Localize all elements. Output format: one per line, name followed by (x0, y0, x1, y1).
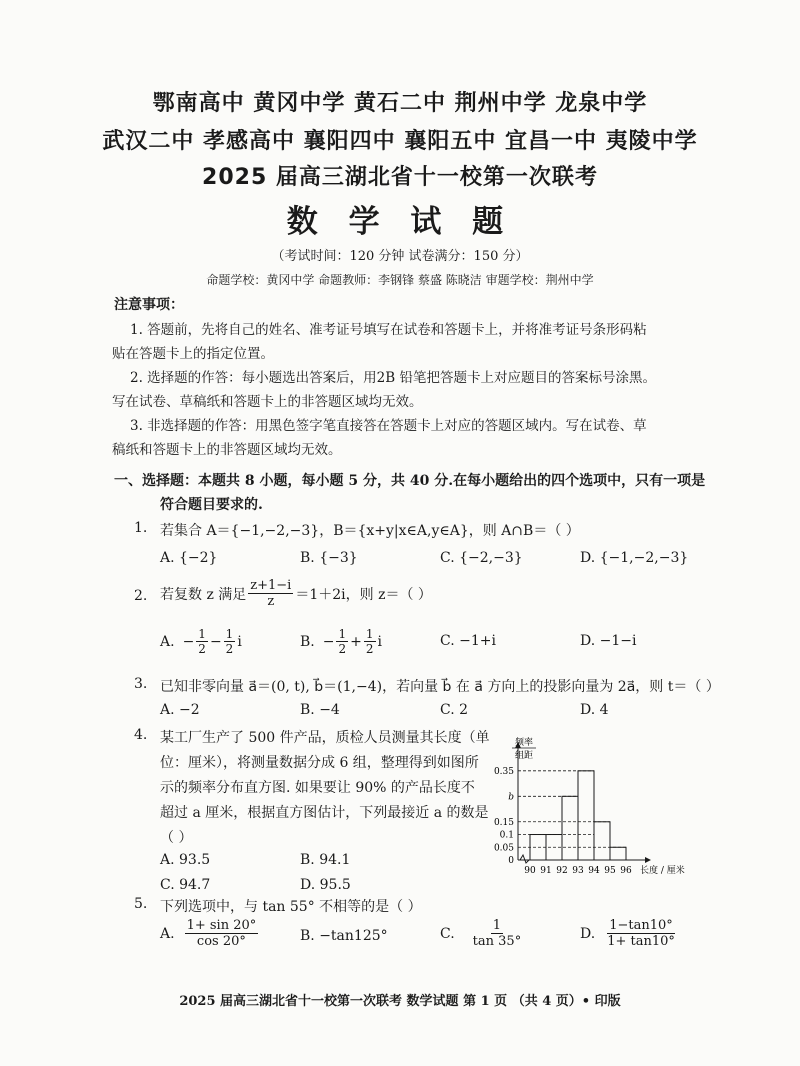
exam-time-info: （考试时间：120 分钟 试卷满分：150 分） (271, 249, 529, 264)
q5-option-a-fraction (185, 918, 259, 949)
q4-option-a: A. 93.5 (160, 852, 211, 868)
frac-num: 1 (198, 627, 206, 641)
q4-line-5: （ ） (160, 830, 193, 846)
x-axis-label: 长度 / 厘米 (640, 866, 685, 876)
school-list-line-2: 武汉二中 孝感高中 襄阳四中 襄阳五中 宜昌一中 夷陵中学 (102, 129, 698, 154)
notice-item-3-line-2: 稿纸和答题卡上的非答题区域均无效。 (112, 442, 342, 458)
q2-option-b-fraction-1 (336, 627, 348, 656)
q2-option-a-label: A. (160, 633, 175, 650)
q2-option-a-fraction-1 (196, 627, 208, 656)
q4-option-b: B. 94.1 (300, 852, 351, 868)
q4-option-c: C. 94.7 (160, 877, 211, 893)
q5-option-c-fraction (471, 918, 524, 949)
q5-option-c (440, 918, 525, 949)
y-axis-label-top: 频率 (514, 738, 534, 748)
q5-option-d (580, 918, 679, 949)
q2-option-a-fraction-2 (224, 627, 236, 656)
q2-option-b-sign: − (322, 633, 335, 650)
q1-option-b: B. {−3} (300, 550, 358, 566)
x-tick-label: 92 (556, 866, 568, 876)
histogram-bar (610, 847, 626, 860)
q3-text: 已知非零向量 a⃗＝(0, t), b⃗＝(1,−4)，若向量 b⃗ 在 a⃗ 方向上的投影向量为 2a⃗，则 t＝（ ） (160, 679, 720, 695)
frequency-histogram (480, 735, 720, 880)
exam-name: 2025 届高三湖北省十一校第一次联考 (202, 165, 598, 190)
y-tick-label: 0.35 (493, 766, 514, 777)
q2-option-b (300, 627, 382, 656)
y-axis-label-bottom: 组距 (514, 751, 534, 761)
frac-num: 1 (225, 627, 234, 641)
q5-option-b: B. −tan125° (300, 928, 388, 944)
histogram-bar (562, 796, 578, 860)
section-1-line-1: 一、选择题：本题共 8 小题，每小题 5 分，共 40 分.在每小题给出的四个选项中，只有一项是 (114, 473, 706, 489)
q2-text (160, 578, 432, 609)
q4-number: 4. (134, 727, 148, 743)
q2-option-a-tail: i (237, 633, 242, 650)
x-tick-label: 95 (604, 866, 616, 876)
y-tick-label: b (508, 792, 514, 803)
q2-number: 2. (134, 588, 148, 604)
frac-den: cos 20° (196, 934, 246, 949)
q2-option-a (160, 627, 242, 656)
q1-number: 1. (134, 520, 148, 536)
q2-option-a-mid: − (209, 633, 222, 650)
notice-heading: 注意事项： (114, 297, 184, 313)
frac-num: 1 (492, 918, 502, 933)
y-tick-label: 0 (508, 856, 514, 866)
q5-option-d-label: D. (580, 925, 596, 942)
q3-option-a: A. −2 (160, 702, 200, 718)
x-tick-label: 90 (524, 866, 536, 876)
frac-den: 2 (225, 642, 234, 656)
q1-option-d: D. {−1,−2,−3} (580, 550, 689, 566)
frac-num: 1 (365, 627, 374, 641)
y-tick-label: 0.05 (493, 843, 514, 854)
q1-option-c: C. {−2,−3} (440, 550, 523, 566)
authors-line: 命题学校：黄冈中学 命题教师：李钢锋 蔡盛 陈晓洁 审题学校：荆州中学 (206, 273, 594, 287)
q2-text-post: ＝1＋2i，则 z＝（ ） (295, 586, 432, 603)
q2-option-a-sign: − (182, 633, 195, 650)
histogram-bar (578, 771, 594, 860)
y-tick-label: 0.1 (499, 830, 514, 841)
q3-number: 3. (134, 676, 148, 692)
x-tick-label: 91 (540, 866, 552, 876)
q2-equation-fraction (248, 578, 293, 609)
x-tick-label: 94 (588, 866, 600, 876)
notice-item-2-line-1: 2. 选择题的作答：每小题选出答案后，用2B 铅笔把答题卡上对应题目的答案标号涂黑。 (130, 370, 656, 386)
histogram-bar (594, 822, 610, 860)
q1-text: 若集合 A＝{−1,−2,−3}，B＝{x+y|x∈A,y∈A}，则 A∩B＝（ ） (160, 523, 580, 539)
q4-line-1: 某工厂生产了 500 件产品，质检人员测量其长度（单 (160, 730, 490, 746)
q2-option-b-tail: i (377, 633, 382, 650)
frac-den: tan 35° (472, 934, 522, 949)
q5-text: 下列选项中，与 tan 55° 不相等的是（ ） (160, 899, 422, 915)
q5-number: 5. (134, 896, 148, 912)
q2-option-c: C. −1+i (440, 633, 496, 649)
q5-option-c-label: C. (440, 925, 455, 942)
x-tick-label: 96 (620, 866, 632, 876)
y-tick-label: 0.15 (493, 817, 514, 828)
q3-option-d: D. 4 (580, 702, 609, 718)
q4-line-2: 位：厘米），将测量数据分成 6 组，整理得到如图所 (160, 755, 479, 771)
frac-den: 2 (365, 642, 374, 656)
school-list-line-1: 鄂南高中 黄冈中学 黄石二中 荆州中学 龙泉中学 (152, 91, 648, 116)
frac-den: 2 (198, 642, 206, 656)
q2-option-d: D. −1−i (580, 633, 637, 649)
q2-text-pre: 若复数 z 满足 (160, 586, 247, 603)
notice-item-1-line-1: 1. 答题前，先将自己的姓名、准考证号填写在试卷和答题卡上，并将准考证号条形码粘 (130, 322, 647, 338)
q3-option-b: B. −4 (300, 702, 340, 718)
q5-option-d-fraction (605, 918, 677, 949)
q4-line-3: 示的频率分布直方图. 如果要让 90% 的产品长度不 (160, 780, 475, 796)
q5-option-a-label: A. (160, 925, 175, 942)
q2-option-b-fraction-2 (364, 627, 376, 656)
q3-option-c: C. 2 (440, 702, 469, 718)
axis-break-mark (520, 855, 529, 863)
q2-option-b-mid: + (350, 633, 362, 650)
notice-item-2-line-2: 写在试卷、草稿纸和答题卡上的非答题区域均无效。 (112, 394, 423, 410)
page-title: 数 学 试 题 (286, 204, 514, 240)
q5-option-a (160, 918, 260, 949)
q2-fraction-numerator: z+1−i (250, 578, 292, 593)
section-1-line-2: 符合题目要求的. (160, 497, 263, 513)
notice-item-3-line-1: 3. 非选择题的作答：用黑色签字笔直接答在答题卡上对应的答题区域内。写在试卷、草 (130, 418, 647, 434)
q1-option-a: A. {−2} (160, 550, 218, 566)
frac-num: 1+ sin 20° (186, 918, 257, 933)
frac-den: 1+ tan10° (607, 934, 675, 949)
q4-option-d: D. 95.5 (300, 877, 351, 893)
q2-option-b-label: B. (300, 633, 315, 650)
q2-fraction-denominator: z (267, 594, 275, 609)
x-tick-label: 93 (572, 866, 584, 876)
page-footer: 2025 届高三湖北省十一校第一次联考 数学试题 第 1 页 （共 4 页）• 印版 (179, 994, 621, 1009)
frac-num: 1 (338, 627, 347, 641)
frac-num: 1−tan10° (609, 918, 673, 933)
frac-den: 2 (338, 642, 347, 656)
notice-item-1-line-2: 贴在答题卡上的指定位置。 (112, 346, 274, 362)
q4-line-4: 超过 a 厘米，根据直方图估计，下列最接近 a 的数是 (160, 805, 489, 821)
